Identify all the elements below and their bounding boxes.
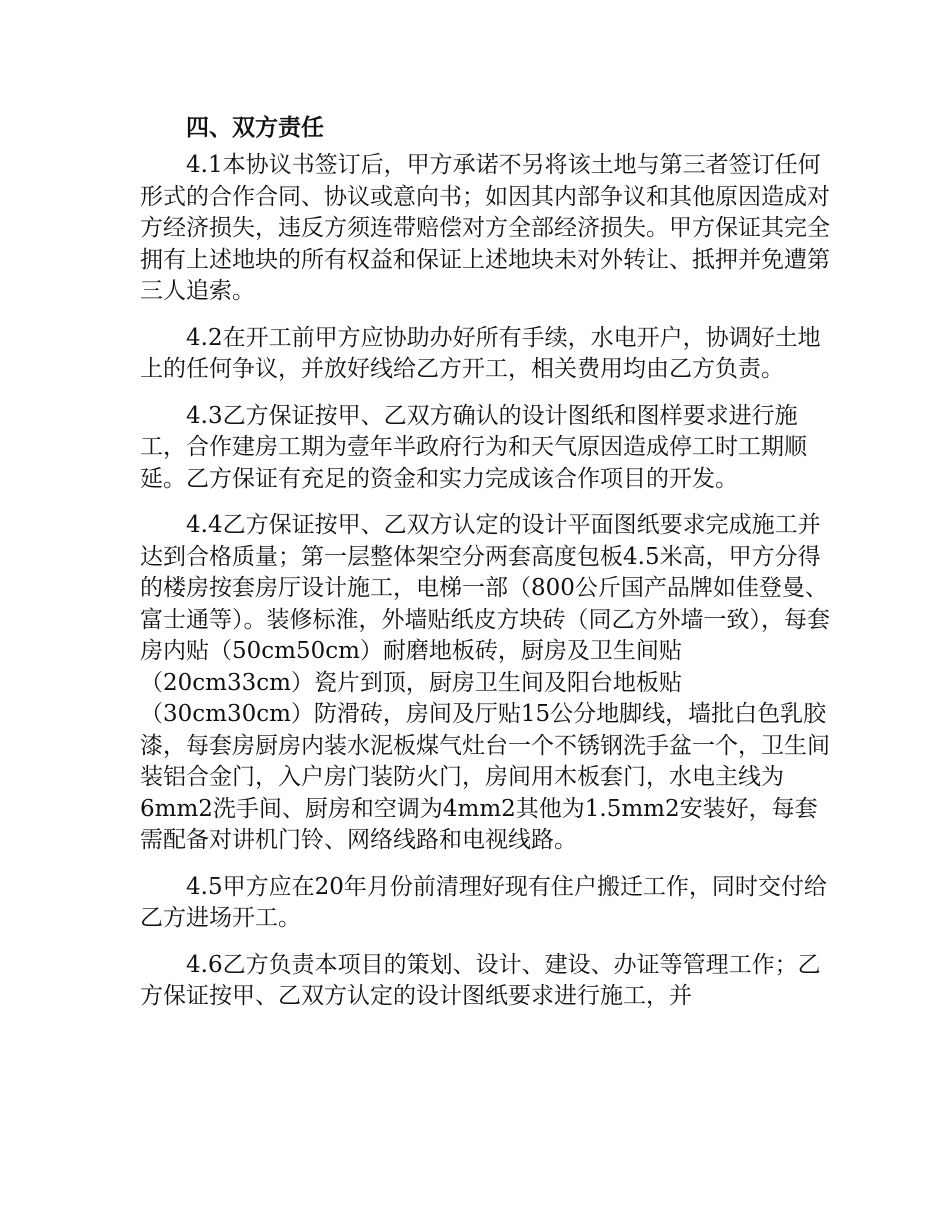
clause-4-5: 4.5甲方应在20年月份前清理好现有住户搬迁工作，同时交付给乙方进场开工。 [140,873,827,931]
section-heading: 四、双方责任 [186,115,324,141]
document-body [140,110,830,1028]
clause-4-1: 4.1本协议书签订后，甲方承诺不另将该土地与第三者签订任何形式的合作合同、协议或意向书；如因其内部争议和其他原因造成对方经济损失，违反方须连带赔偿对方全部经济损失。甲方保证其完全拥有上述地块的所有权益和保证上述地块未对外转让、抵押并免遭第三人追索。 [140,152,830,304]
clause-4-4: 4.4乙方保证按甲、乙双方认定的设计平面图纸要求完成施工并达到合格质量；第一层整体架空分两套高度包板4.5米高，甲方分得的楼房按套房厅设计施工，电梯一部（800公斤国产品牌如佳登曼、富士通等）。装修标淮，外墙贴纸皮方块砖（同乙方外墙一致），每套房内贴（50cm50cm）耐磨地板砖，厨房及卫生间贴（20cm33cm）瓷片到顶，厨房卫生间及阳台地板贴（30cm30cm）防滑砖，房间及厅贴15公分地脚线，墙批白色乳胶漆，每套房厨房内装水泥板煤气灶台一个不锈钢洗手盆一个，卫生间装铝合金门，入户房门装防火门，房间用木板套门，水电主线为6mm2洗手间、厨房和空调为4mm2其他为1.5mm2安装好，每套需配备对讲机门铃、网络线路和电视线路。 [140,512,830,853]
clause-4-6: 4.6乙方负责本项目的策划、设计、建设、办证等管理工作；乙方保证按甲、乙双方认定的设计图纸要求进行施工，并 [140,951,821,1009]
clause-4-2: 4.2在开工前甲方应协助办好所有手续，水电开户，协调好土地上的任何争议，并放好线给乙方开工，相关费用均由乙方负责。 [140,324,821,382]
clause-4-3: 4.3乙方保证按甲、乙双方确认的设计图纸和图样要求进行施工，合作建房工期为壹年半政府行为和天气原因造成停工时工期顺延。乙方保证有充足的资金和实力完成该合作项目的开发。 [140,402,807,492]
